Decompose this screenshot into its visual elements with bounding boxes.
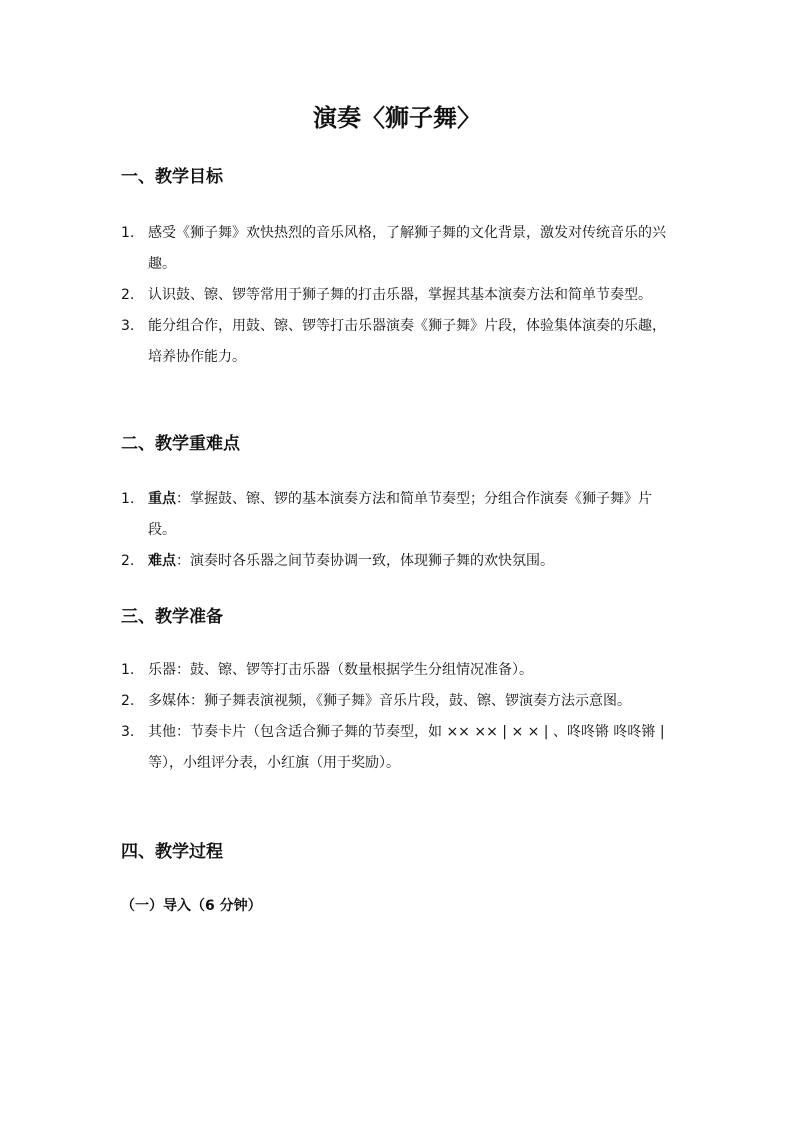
item-text: 认识鼓、镲、锣等常用于狮子舞的打击乐器，掌握其基本演奏方法和简单节奏型。: [148, 287, 652, 303]
subsection-heading-intro: （一）导入（6 分钟）: [121, 898, 262, 914]
objectives-list: [121, 218, 677, 373]
item-text: 多媒体：狮子舞表演视频，《狮子舞》音乐片段，鼓、镲、锣演奏方法示意图。: [148, 693, 631, 709]
key-points-list: [121, 484, 677, 577]
item-number: 3.: [121, 724, 135, 740]
item-body: ：演奏时各乐器之间节奏协调一致，体现狮子舞的欢快氛围。: [176, 553, 554, 569]
item-text: 乐器：鼓、镲、锣等打击乐器（数量根据学生分组情况准备）。: [148, 662, 533, 678]
item-body: ：掌握鼓、镲、锣的基本演奏方法和简单节奏型；分组合作演奏《狮子舞》片段。: [148, 491, 652, 538]
item-number: 2.: [121, 693, 135, 709]
item-text: 能分组合作，用鼓、镲、锣等打击乐器演奏《狮子舞》片段，体验集体演奏的乐趣，培养协作能力。: [148, 318, 666, 365]
preparation-list: [121, 655, 677, 779]
item-text: [148, 484, 677, 546]
item-number: 1.: [121, 225, 135, 241]
item-number: 2.: [121, 287, 135, 303]
section-heading-preparation: 三、教学准备: [121, 607, 223, 627]
list-item: [121, 546, 677, 577]
item-number: 2.: [121, 553, 135, 569]
item-number: 1.: [121, 662, 135, 678]
list-item: [121, 280, 677, 311]
list-item: [121, 311, 677, 373]
item-number: 1.: [121, 491, 135, 507]
item-text: 其他：节奏卡片（包含适合狮子舞的节奏型，如 ×× ×× | × × | 、咚咚锵 咚咚锵 | 等），小组评分表，小红旗（用于奖励）。: [148, 724, 665, 771]
section-heading-key-points: 二、教学重难点: [121, 434, 240, 454]
section-heading-process: 四、教学过程: [121, 842, 223, 862]
list-item: [121, 686, 677, 717]
section-heading-objectives: 一、教学目标: [121, 167, 223, 187]
item-text: [148, 546, 677, 577]
page-title: 演奏〈狮子舞〉: [313, 104, 481, 132]
item-number: 3.: [121, 318, 135, 334]
list-item: [121, 484, 677, 546]
list-item: [121, 717, 677, 779]
item-text: 感受《狮子舞》欢快热烈的音乐风格，了解狮子舞的文化背景，激发对传统音乐的兴趣。: [148, 225, 666, 272]
list-item: [121, 655, 677, 686]
item-label: 难点: [148, 553, 176, 569]
list-item: [121, 218, 677, 280]
item-label: 重点: [148, 491, 176, 507]
